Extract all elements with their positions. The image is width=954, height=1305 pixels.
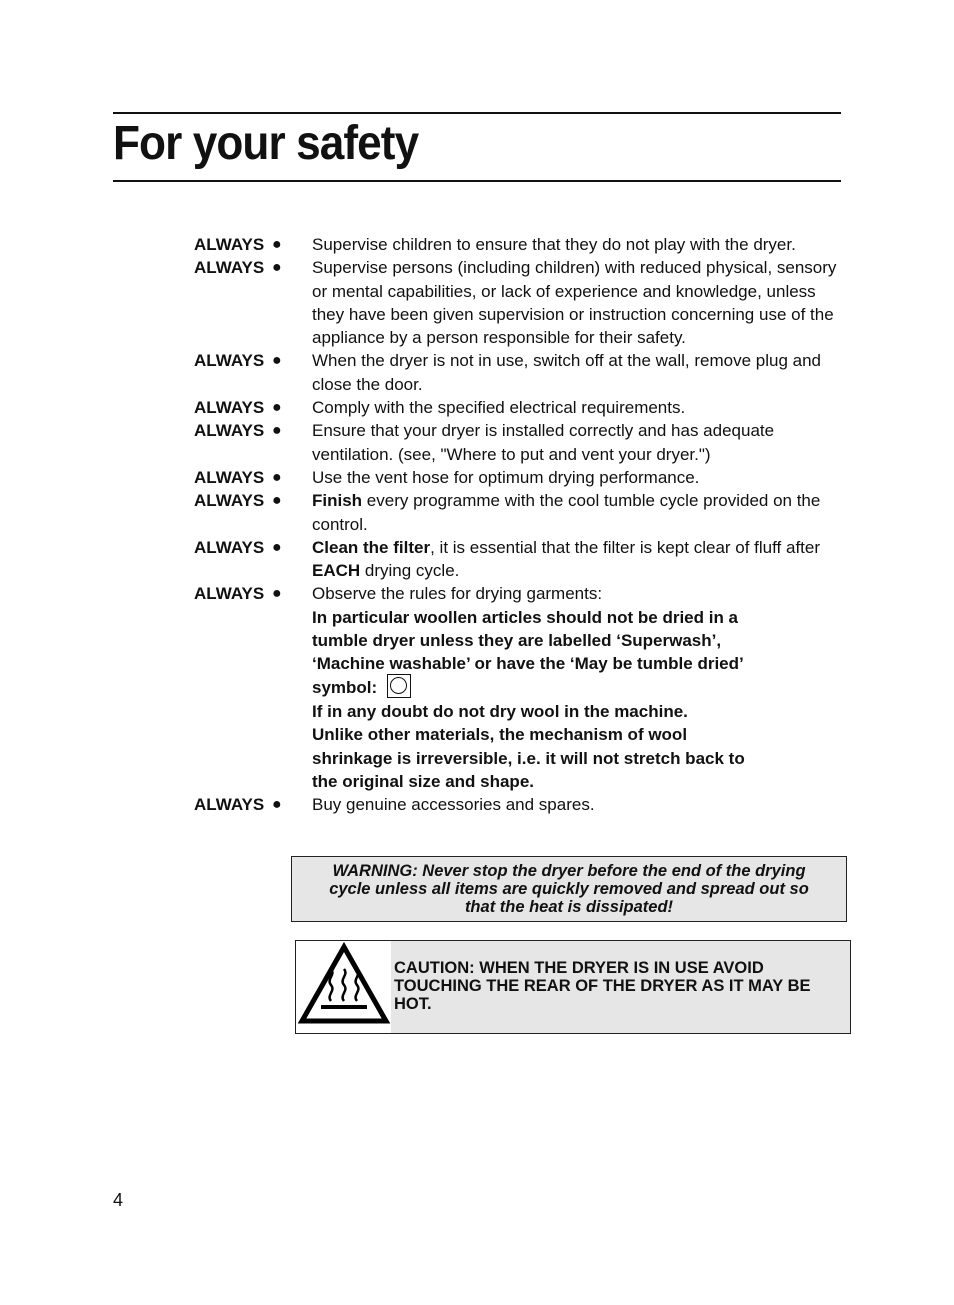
safety-rule-row <box>194 466 854 489</box>
hot-surface-warning-icon <box>296 941 391 1033</box>
safety-rule-row <box>194 536 854 583</box>
rule-segment: Supervise children to ensure that they do not play with the dryer. <box>312 235 796 254</box>
bullet-icon: ● <box>272 538 282 556</box>
rule-label: ALWAYS <box>194 537 265 557</box>
safety-rule-row <box>194 256 854 349</box>
rule-label: ALWAYS <box>194 258 265 278</box>
garment-rule-line <box>312 629 848 652</box>
garment-rule-line <box>312 770 848 793</box>
rule-segment: Comply with the specified electrical requirements. <box>312 398 686 418</box>
rule-emphasis: Finish <box>312 491 363 511</box>
bullet-icon: ● <box>272 352 282 370</box>
rule-label: ALWAYS <box>194 235 265 254</box>
rule-paragraph <box>312 466 848 489</box>
rule-paragraph <box>312 489 848 536</box>
rule-paragraph <box>312 396 848 419</box>
garment-rule-line <box>312 606 848 629</box>
caution-line: HOT. <box>394 995 432 1013</box>
warning-line: that the heat is dissipated! <box>464 898 674 916</box>
bullet-icon: ● <box>272 796 282 814</box>
caution-line: TOUCHING THE REAR OF THE DRYER AS IT MAY BE <box>394 977 811 995</box>
bullet-icon: ● <box>272 236 282 253</box>
page-number: 4 <box>113 1190 124 1210</box>
rule-segment: , it is essential that the filter is kept clear of fluff after <box>430 537 821 557</box>
rule-label: ALWAYS <box>194 584 265 604</box>
rule-paragraph <box>312 256 848 349</box>
garment-rule-line <box>312 652 848 675</box>
rule-segment: drying cycle. <box>360 561 460 581</box>
safety-rules-list <box>194 233 854 817</box>
safety-rule-row <box>194 582 854 793</box>
safety-rule-row <box>194 489 854 536</box>
rule-label: ALWAYS <box>194 398 265 418</box>
rule-paragraph <box>312 349 848 396</box>
rule-segment: Ensure that your dryer is installed correctly and has adequate ventilation. (see, "Where to put and vent your dryer.") <box>312 421 775 464</box>
bullet-icon: ● <box>272 422 282 440</box>
garment-rule-text: Unlike other materials, the mechanism of wool <box>312 725 688 745</box>
caution-line: CAUTION: WHEN THE DRYER IS IN USE AVOID <box>394 959 764 977</box>
rule-text <box>312 349 848 396</box>
title-rule-top <box>113 112 841 114</box>
bullet-icon: ● <box>272 585 282 603</box>
rule-label: ALWAYS <box>194 467 265 487</box>
safety-rule-row <box>194 419 854 466</box>
bullet-icon: ● <box>272 259 282 277</box>
rule-label: ALWAYS <box>194 421 265 441</box>
rule-segment: When the dryer is not in use, switch off at the wall, remove plug and close the door. <box>312 351 822 394</box>
rule-text <box>312 233 848 256</box>
rule-text <box>312 489 848 536</box>
garment-rule-line <box>312 747 848 770</box>
rule-label: ALWAYS <box>194 795 265 815</box>
bullet-icon: ● <box>272 468 282 486</box>
rule-paragraph <box>312 419 848 466</box>
caution-box <box>295 940 851 1034</box>
rule-text <box>312 396 848 419</box>
title-rule-bottom <box>113 180 841 182</box>
safety-rule-row <box>194 233 854 256</box>
rule-paragraph <box>312 582 848 605</box>
rule-paragraph <box>312 536 848 583</box>
rule-segment: every programme with the cool tumble cycle provided on the control. <box>312 491 821 534</box>
garment-rule-text: ‘Machine washable’ or have the ‘May be tumble dried’ <box>312 654 744 674</box>
page-title: For your safety <box>113 117 419 170</box>
garment-rule-line <box>312 700 848 723</box>
garment-rule-text: If in any doubt do not dry wool in the machine. <box>312 702 688 722</box>
safety-rule-row <box>194 396 854 419</box>
rule-text <box>312 793 848 816</box>
tumble-dry-symbol-icon <box>387 674 411 698</box>
rule-text <box>312 466 848 489</box>
rule-segment: Buy genuine accessories and spares. <box>312 795 595 815</box>
garment-rule-text: In particular woollen articles should not be dried in a <box>312 607 739 627</box>
rule-emphasis: EACH <box>312 561 361 581</box>
rule-label: ALWAYS <box>194 351 265 371</box>
rule-text <box>312 536 848 583</box>
rule-segment: Supervise persons (including children) with reduced physical, sensory or mental capabilities, or lack of experience and knowledge, unless they have been given supervision or instruction concerning use of the appliance by a person responsible for their safety. <box>312 258 837 348</box>
caution-text <box>391 941 850 1033</box>
rule-segment: Use the vent hose for optimum drying performance. <box>312 467 700 487</box>
warning-line: cycle unless all items are quickly removed and spread out so <box>329 880 809 898</box>
rule-text <box>312 419 848 466</box>
garment-rule-line <box>312 723 848 746</box>
bullet-icon: ● <box>272 492 282 510</box>
garment-rule-text: tumble dryer unless they are labelled ‘Superwash’, <box>312 631 722 651</box>
safety-rule-row <box>194 793 854 816</box>
rule-text <box>312 582 848 793</box>
rule-paragraph <box>312 233 848 256</box>
rule-paragraph <box>312 793 848 816</box>
warning-box <box>291 856 847 922</box>
rule-segment: Observe the rules for drying garments: <box>312 584 603 604</box>
rule-text <box>312 256 848 349</box>
safety-rule-row <box>194 349 854 396</box>
bullet-icon: ● <box>272 399 282 417</box>
rule-label: ALWAYS <box>194 491 265 511</box>
warning-line: WARNING: Never stop the dryer before the end of the drying <box>332 862 806 880</box>
rule-emphasis: Clean the filter <box>312 537 431 557</box>
garment-rule-text: shrinkage is irreversible, i.e. it will not stretch back to <box>312 748 745 768</box>
garment-rule-text: the original size and shape. <box>312 772 534 792</box>
garment-rule-line <box>312 676 848 701</box>
garment-rule-text: symbol: <box>312 677 378 697</box>
